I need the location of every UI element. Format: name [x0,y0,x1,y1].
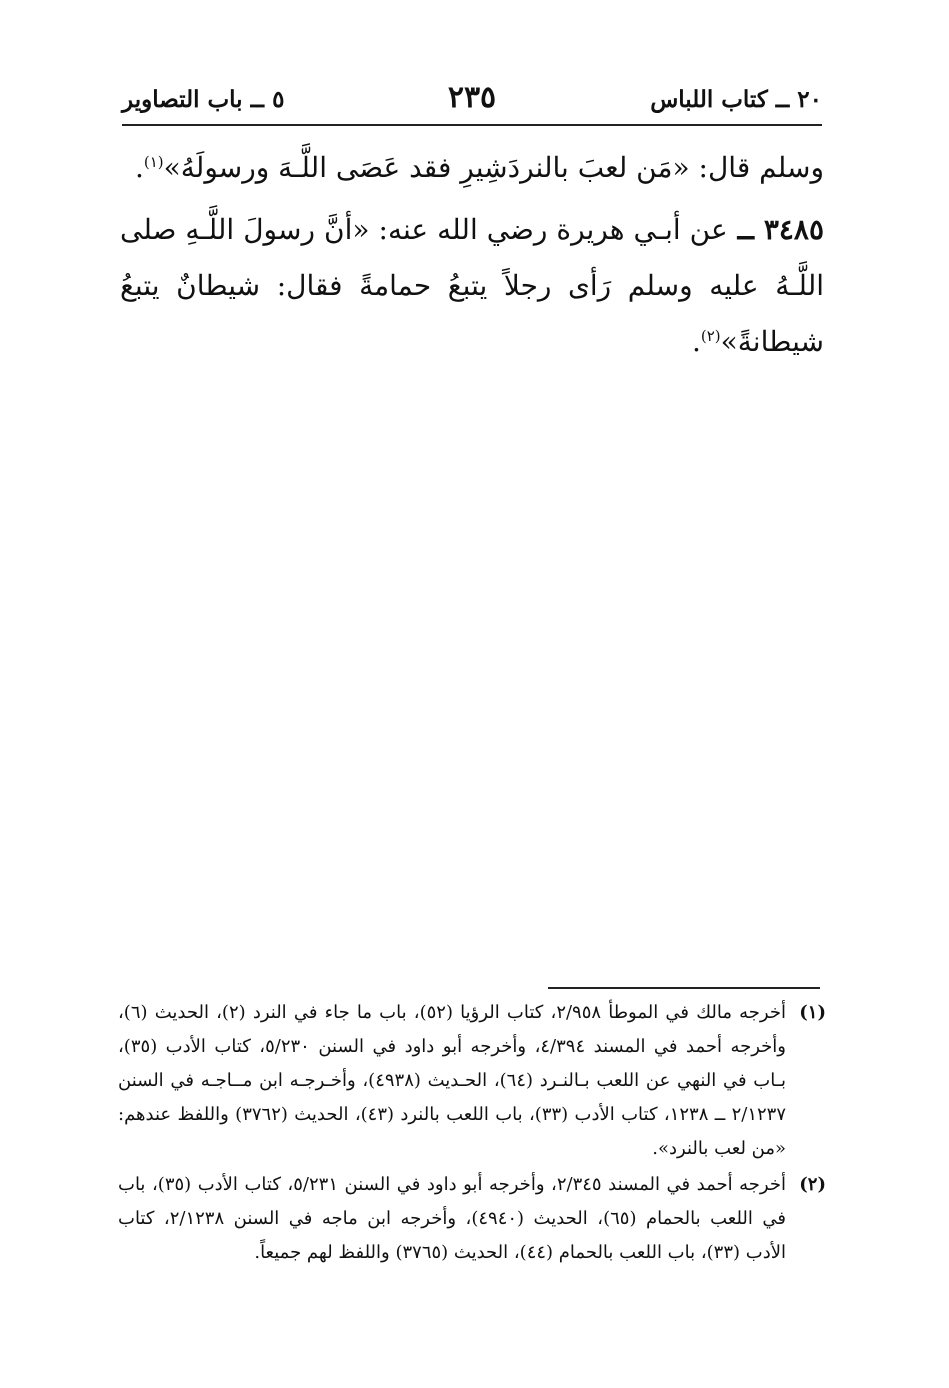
chapter-title: ٢٠ ــ كتاب اللباس [650,86,822,113]
hadith-number: ٣٤٨٥ [763,213,824,246]
footnotes [118,996,826,1272]
paragraph-1 [120,140,824,196]
page-number: ٢٣٥ [447,80,497,115]
paragraph-2 [120,202,824,370]
paragraph-2-end: . [691,325,701,358]
footnote-2 [118,1168,826,1270]
header-rule [122,124,822,126]
paragraph-1-end: . [134,151,144,184]
footnote-separator [548,987,820,989]
hadith-dash: ــ [727,213,764,246]
footnote-2-text: أخرجه أحمد في المسند ٢/٣٤٥، وأخرجه أبو داود في السنن ٥/٢٣١، كتاب الأدب (٣٥)، باب في اللعب بالحمام (٦٥)، الحديث (٤٩٤٠)، وأخرجه ابن ماجه في السنن ٢/١٢٣٨، كتاب الأدب (٣٣)، باب اللعب بالحمام (٤٤)، الحديث (٣٧٦٥) واللفظ لهم جميعاً. [118,1174,786,1263]
main-text [120,140,824,376]
footnote-2-mark: (٢) [799,1174,826,1195]
paragraph-2-text: عن أبـي هريرة رضي الله عنه: «أنَّ رسولَ اللَّـهِ صلى اللَّـهُ عليه وسلم رَأى رجلاً يتبعُ حمامةً فقال: شيطانٌ يتبعُ شيطانةً» [120,213,825,358]
section-title: ٥ ــ باب التصاوير [122,86,285,113]
running-header [122,80,822,124]
footnote-ref-2: (٢) [700,327,721,345]
footnote-1 [118,996,826,1166]
footnote-ref-1: (١) [143,153,164,171]
footnote-1-text: أخرجه مالك في الموطأ ٢/٩٥٨، كتاب الرؤيا (٥٢)، باب ما جاء في النرد (٢)، الحديث (٦)، وأخرجه أحمد في المسند ٤/٣٩٤، وأخرجه أبو داود في السنن ٥/٢٣٠، كتاب الأدب (٣٥)، بـاب في النهي عن اللعب بـالنـرد (٦٤)، الحـديث (٤٩٣٨)، وأخـرجـه ابن مــاجـه في السنن ٢/١٢٣٧ ــ ١٢٣٨، كتاب الأدب (٣٣)، باب اللعب بالنرد (٤٣)، الحديث (٣٧٦٢) واللفظ عندهم: «من لعب بالنرد». [118,1002,787,1159]
paragraph-1-text: وسلم قال: «مَن لعبَ بالنردَشِيرِ فقد عَصَى اللَّـهَ ورسولَهُ» [163,151,824,184]
footnote-1-mark: (١) [799,1002,826,1023]
